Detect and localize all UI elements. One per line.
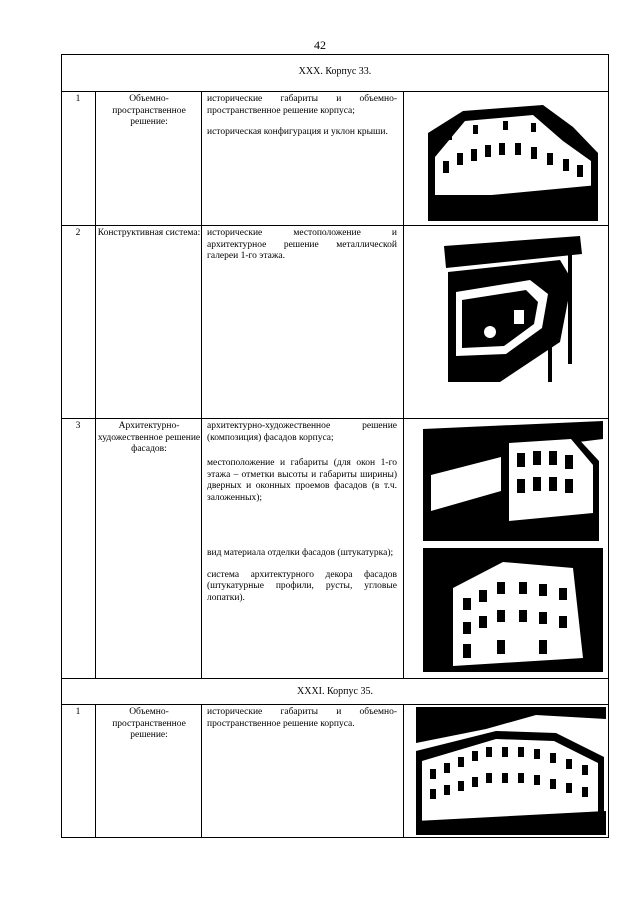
column-divider [201,91,202,678]
row-description [207,707,397,740]
column-divider [403,91,404,678]
description-item: исторические местоположение и архитектурное решение металлической галереи 1-го этажа. [207,228,397,261]
row-divider [61,418,609,419]
description-item: исторические габариты и объемно-пространственное решение корпуса. [207,707,397,729]
page-number: 42 [314,38,326,52]
facade-photo [423,548,603,672]
description-item: система архитектурного декора фасадов (штукатурные профили, русты, угловые лопатки). [207,569,397,603]
row-description [207,94,397,149]
table-border-top [61,54,609,55]
row-number: 2 [75,228,81,238]
row-divider [61,678,609,679]
column-divider [403,704,404,838]
row-category: Конструктивная система: [97,228,201,238]
gallery-photo [430,232,590,396]
description-item: местоположение и габариты (для окон 1-го этажа – отметки высоты и габариты ширины) дверных и оконных проемов фасадов (в т.ч. заложенных); [207,458,397,503]
description-item: вид материала отделки фасадов (штукатурка); [207,548,394,558]
row-category: Объемно-пространственное решение: [112,707,186,740]
table-border-left [61,54,62,838]
section-title: XXXI. Корпус 35. [297,686,373,697]
row-category: Архитектурно-художественное решение фасадов: [97,421,201,454]
column-divider [201,704,202,838]
row-number: 3 [75,421,81,431]
row-divider [61,704,609,705]
row-category: Объемно-пространственное решение: [112,94,186,127]
facade-photo [423,421,603,541]
description-item: исторические габариты и объемно-пространственное решение корпуса; [207,94,397,116]
row-divider [61,91,609,92]
table-border-bottom [61,837,609,838]
building-photo [423,97,603,221]
column-divider [95,91,96,678]
preservation-table [61,54,609,838]
building-photo [416,707,606,835]
description-item: историческая конфигурация и уклон крыши. [207,127,388,137]
row-number: 1 [75,94,81,104]
table-border-right [608,54,609,838]
description-item: архитектурно-художественное решение (композиция) фасадов корпуса; [207,421,397,443]
section-title: XXX. Корпус 33. [298,66,372,77]
row-divider [61,225,609,226]
column-divider [95,704,96,838]
row-description [207,228,397,273]
row-number: 1 [75,707,81,717]
row-description [207,458,397,514]
row-description [207,548,397,614]
